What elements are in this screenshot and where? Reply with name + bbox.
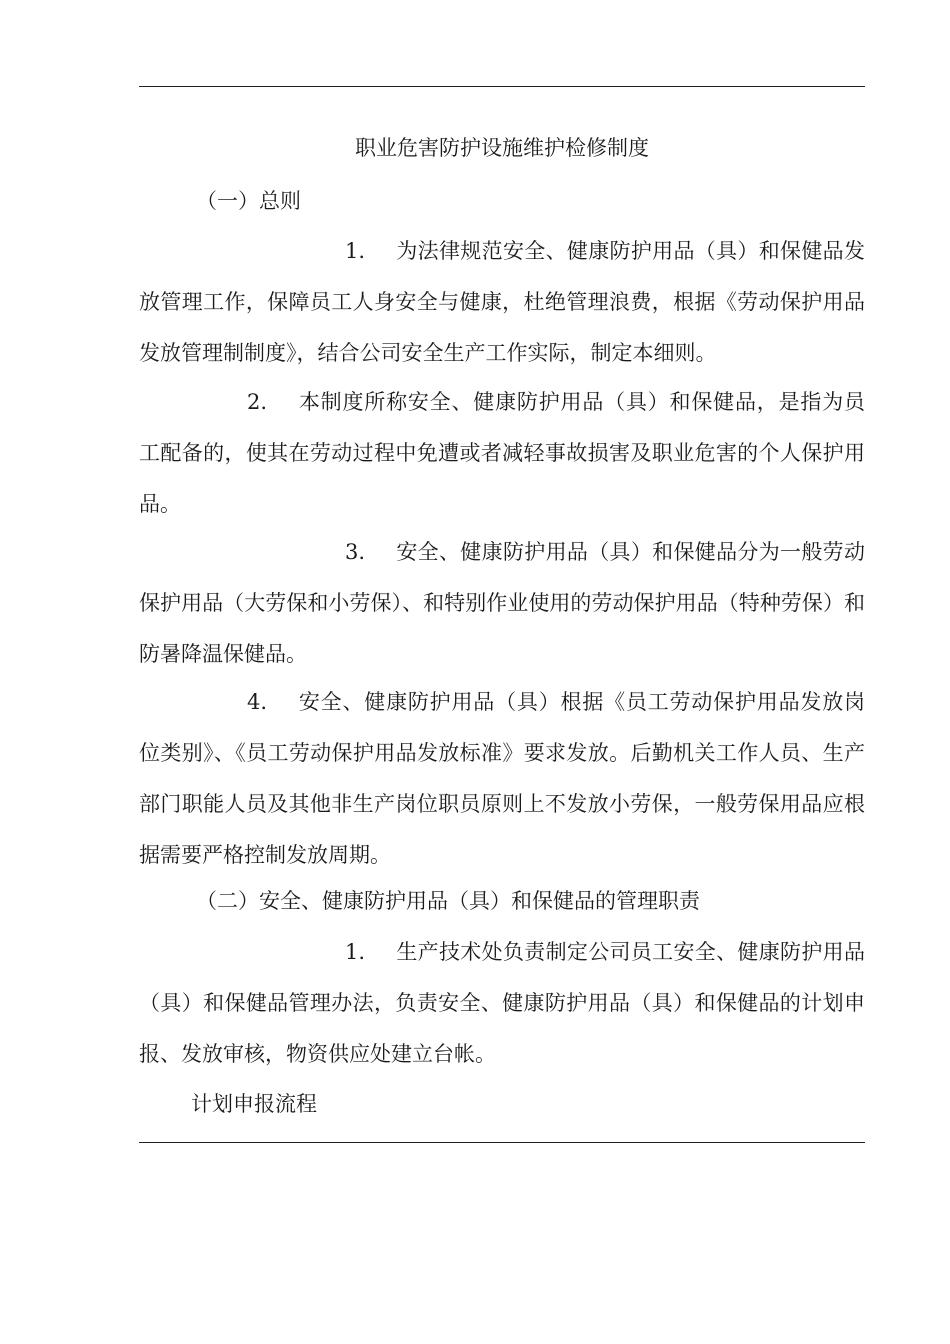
item-text: 本制度所称安全、健康防护用品（具）和保健品，是指为员工配备的，使其在劳动过程中免遭或者减轻事故损害及职业危害的个人保护用品。 [139, 390, 865, 516]
item-text: 安全、健康防护用品（具）根据《员工劳动保护用品发放岗位类别》、《员工劳动保护用品发放标准》要求发放。后勤机关工作人员、生产部门职能人员及其他非生产岗位职员原则上不发放小劳保，一般劳保用品应根据需要严格控制发放周期。 [139, 690, 865, 867]
section-2-heading: （二）安全、健康防护用品（具）和保健品的管理职责 [196, 889, 700, 913]
footer-rule [139, 1142, 865, 1143]
section-1-heading: （一）总则 [196, 189, 301, 213]
item-number: 1. [345, 239, 366, 263]
item-text: 安全、健康防护用品（具）和保健品分为一般劳动保护用品（大劳保和小劳保）、和特别作业使用的劳动保护用品（特种劳保）和防暑降温保健品。 [139, 540, 865, 666]
plan-process-label: 计划申报流程 [191, 1092, 317, 1116]
section-2-item-1 [139, 927, 865, 1080]
item-text: 生产技术处负责制定公司员工安全、健康防护用品（具）和保健品管理办法，负责安全、健康防护用品（具）和保健品的计划申报、发放审核，物资供应处建立台帐。 [139, 940, 865, 1066]
section-1-item-3 [139, 527, 865, 680]
item-number: 4. [247, 690, 268, 714]
item-number: 2. [247, 390, 268, 414]
page-title: 职业危害防护设施维护检修制度 [355, 136, 649, 160]
item-number: 1. [345, 940, 366, 964]
item-text: 为法律规范安全、健康防护用品（具）和保健品发放管理工作，保障员工人身安全与健康，杜绝管理浪费，根据《劳动保护用品发放管理制制度》，结合公司安全生产工作实际，制定本细则。 [139, 239, 865, 365]
item-number: 3. [345, 540, 366, 564]
section-1-item-4 [139, 677, 865, 881]
header-rule [139, 86, 865, 87]
section-1-item-2 [139, 377, 865, 530]
section-1-item-1 [139, 226, 865, 379]
